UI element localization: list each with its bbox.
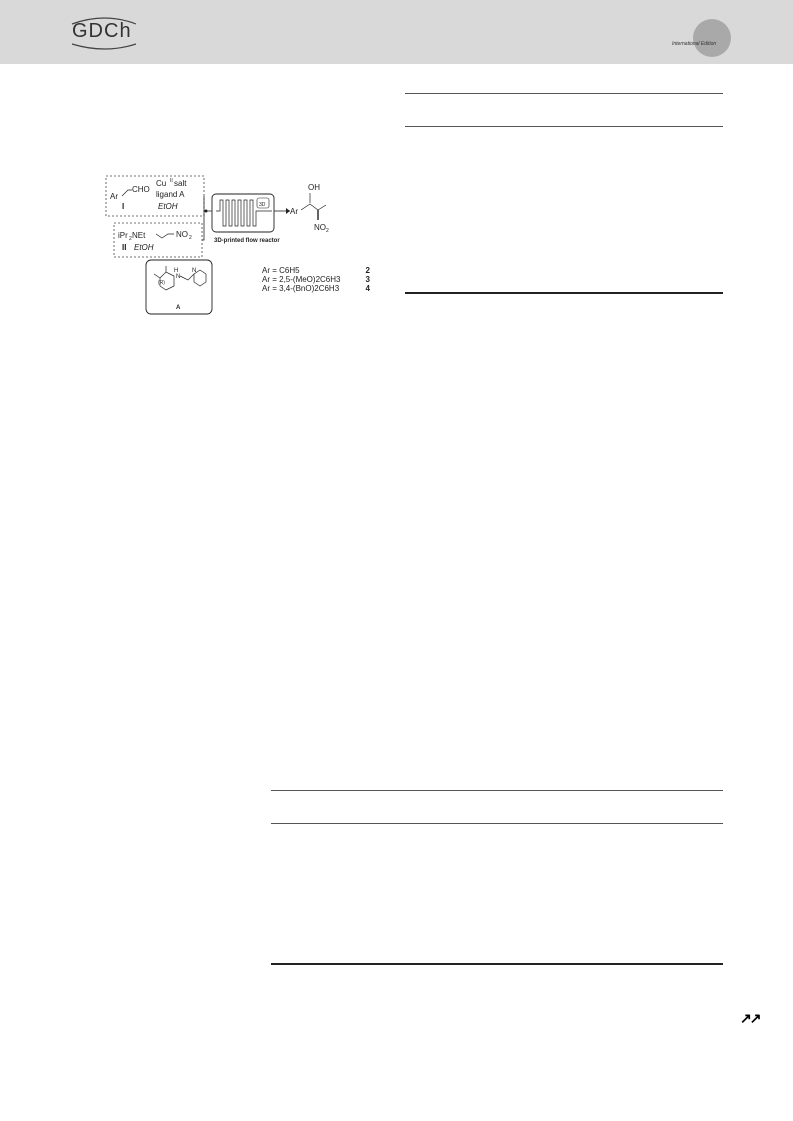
catalyst-cu: Cu [156, 179, 167, 188]
ar-substituent-list [262, 266, 370, 293]
gdch-logo [70, 14, 140, 55]
table-bottom-rule-1 [271, 790, 723, 791]
edition-badge [693, 19, 731, 57]
ligand-label: A [176, 305, 181, 311]
ar-row-text: Ar = C6H5 [262, 266, 300, 275]
ligand-stereo: (R) [158, 280, 165, 286]
box-2-label: II [122, 243, 127, 252]
ar-row-text: Ar = 2,5-(MeO)2C6H3 [262, 275, 341, 284]
product-no: NO [314, 223, 326, 232]
ar-row [262, 266, 370, 275]
table-top-rule-2 [405, 126, 723, 127]
box-1-label: I [122, 202, 125, 211]
nitro-sub: 2 [189, 235, 192, 241]
product-ar: Ar [290, 207, 298, 216]
ar-row-number: 2 [365, 266, 370, 275]
base-sub: 2 [129, 236, 132, 242]
box-2-solvent: EtOH [134, 243, 154, 252]
base-ipr: iPr [118, 231, 128, 240]
ar-row-number: 3 [365, 275, 370, 284]
ligand-nh: H [174, 268, 179, 274]
reactor-badge: 3D [259, 202, 266, 208]
reactor-label: 3D-printed flow reactor [214, 238, 280, 244]
ar-cho-cho: CHO [132, 185, 150, 194]
ligand-pyridine-n: N [192, 268, 197, 274]
ligand-n: N [176, 274, 181, 280]
ar-row [262, 284, 370, 293]
ar-row-number: 4 [365, 284, 370, 293]
reaction-scheme [100, 168, 370, 318]
table-bottom-rule-2 [271, 823, 723, 824]
ar-cho-ar: Ar [110, 192, 118, 201]
table-top-rule-3 [405, 292, 723, 294]
product-no-sub: 2 [326, 228, 329, 234]
ar-row [262, 275, 370, 284]
reaction-scheme-drawing [100, 168, 370, 318]
box-1-solvent: EtOH [158, 202, 178, 211]
catalyst-salt: salt [174, 179, 187, 188]
next-page-arrows-icon[interactable]: ↗↗ [740, 1010, 760, 1026]
logo-text: GDCh [72, 20, 132, 42]
page-header [0, 0, 793, 64]
nitro-no: NO [176, 230, 188, 239]
base-net: NEt [132, 231, 146, 240]
table-top-rule-1 [405, 93, 723, 94]
edition-label: International Edition [672, 41, 717, 47]
catalyst-sup: II [170, 178, 173, 184]
catalyst-ligand: ligand A [156, 190, 185, 199]
table-bottom-rule-3 [271, 963, 723, 965]
ar-row-text: Ar = 3,4-(BnO)2C6H3 [262, 284, 340, 293]
product-oh: OH [308, 183, 320, 192]
